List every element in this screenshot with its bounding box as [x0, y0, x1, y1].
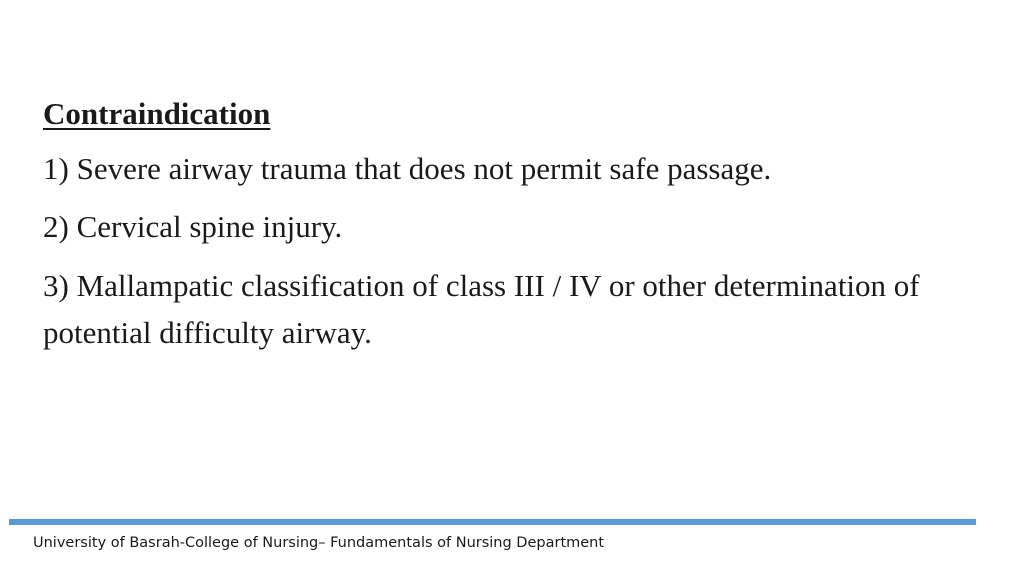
slide-heading: Contraindication: [43, 96, 271, 131]
footer-accent-bar: [9, 519, 976, 525]
contraindication-item-2: 2) Cervical spine injury.: [43, 209, 343, 244]
footer-text: University of Basrah-College of Nursing– Fundamentals of Nursing Department: [33, 535, 605, 551]
contraindication-item-1: 1) Severe airway trauma that does not permit safe passage.: [43, 151, 772, 186]
contraindication-item-3: 3) Mallampatic classification of class III / IV or other determination of potential difficulty airway.: [43, 268, 920, 350]
slide-content: [43, 92, 993, 368]
